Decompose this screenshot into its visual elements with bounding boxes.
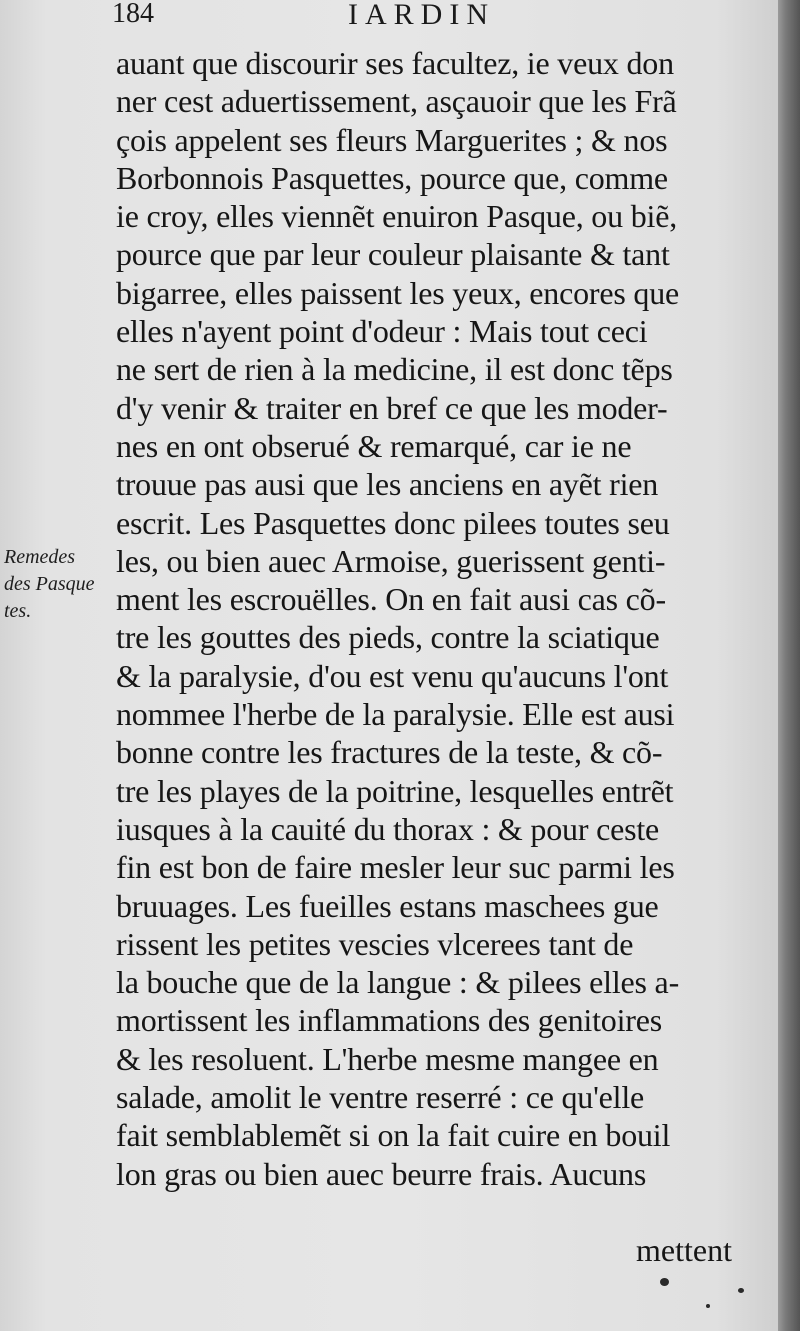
text-line: fin est bon de faire mesler leur suc parmi les bbox=[116, 849, 675, 886]
text-line: elles n'ayent point d'odeur : Mais tout ceci bbox=[116, 313, 648, 350]
catchword: mettent bbox=[636, 1232, 732, 1268]
text-line: bonne contre les fractures de la teste, & cõ- bbox=[116, 734, 663, 771]
text-line: lon gras ou bien auec beurre frais. Aucuns bbox=[116, 1155, 647, 1192]
text-line: ment les escrouëlles. On en fait ausi cas cõ- bbox=[116, 581, 666, 618]
page-header bbox=[112, 0, 752, 34]
text-line: mortissent les inflammations des genitoires bbox=[116, 1002, 662, 1039]
marginal-note-line: des Pasque bbox=[4, 573, 95, 595]
text-line: tre les gouttes des pieds, contre la sciatique bbox=[116, 619, 660, 656]
ink-speck bbox=[738, 1288, 744, 1293]
text-line: bigarree, elles paissent les yeux, encores que bbox=[116, 274, 680, 311]
marginal-note-line: Remedes bbox=[4, 546, 76, 568]
text-line: les, ou bien auec Armoise, guerissent genti- bbox=[116, 542, 666, 579]
text-line: & les resoluent. L'herbe mesme mangee en bbox=[116, 1040, 659, 1077]
marginal-note-line: tes. bbox=[4, 600, 32, 622]
ink-speck bbox=[660, 1278, 669, 1286]
text-line: Borbonnois Pasquettes, pource que, comme bbox=[116, 159, 668, 196]
body-text bbox=[116, 44, 756, 1193]
text-line: escrit. Les Pasquettes donc pilees toutes seu bbox=[116, 504, 670, 541]
text-line: iusques à la cauité du thorax : & pour ceste bbox=[116, 810, 660, 847]
text-line: salade, amolit le ventre reserré : ce qu'elle bbox=[116, 1079, 645, 1116]
text-line: tre les playes de la poitrine, lesquelles entrẽt bbox=[116, 772, 674, 809]
text-line: nommee l'herbe de la paralysie. Elle est ausi bbox=[116, 696, 675, 733]
text-line: pource que par leur couleur plaisante & tant bbox=[116, 236, 670, 273]
ink-speck bbox=[706, 1304, 710, 1308]
text-line: d'y venir & traiter en bref ce que les moder- bbox=[116, 389, 668, 426]
text-line: fait semblablemẽt si on la fait cuire en bouil bbox=[116, 1117, 671, 1154]
text-line: nes en ont obserué & remarqué, car ie ne bbox=[116, 427, 632, 464]
text-line: bruuages. Les fueilles estans maschees gue bbox=[116, 887, 659, 924]
running-head: IARDIN bbox=[348, 0, 495, 31]
binding-shadow bbox=[778, 0, 800, 1331]
text-line: çois appelent ses fleurs Marguerites ; & nos bbox=[116, 121, 668, 158]
text-line: ner cest aduertissement, asçauoir que les Frã bbox=[116, 83, 677, 120]
marginal-note bbox=[4, 544, 114, 625]
text-line: auant que discourir ses facultez, ie veux don bbox=[116, 45, 674, 81]
text-line: rissent les petites vescies vlcerees tant de bbox=[116, 925, 634, 962]
text-line: la bouche que de la langue : & pilees elles a- bbox=[116, 964, 680, 1001]
text-line: & la paralysie, d'ou est venu qu'aucuns l'ont bbox=[116, 657, 669, 694]
text-line: ne sert de rien à la medicine, il est donc tẽps bbox=[116, 351, 673, 388]
page-number: 184 bbox=[112, 0, 154, 29]
text-line: trouue pas ausi que les anciens en ayẽt rien bbox=[116, 466, 659, 503]
text-line: ie croy, elles viennẽt enuiron Pasque, ou biẽ, bbox=[116, 198, 678, 235]
